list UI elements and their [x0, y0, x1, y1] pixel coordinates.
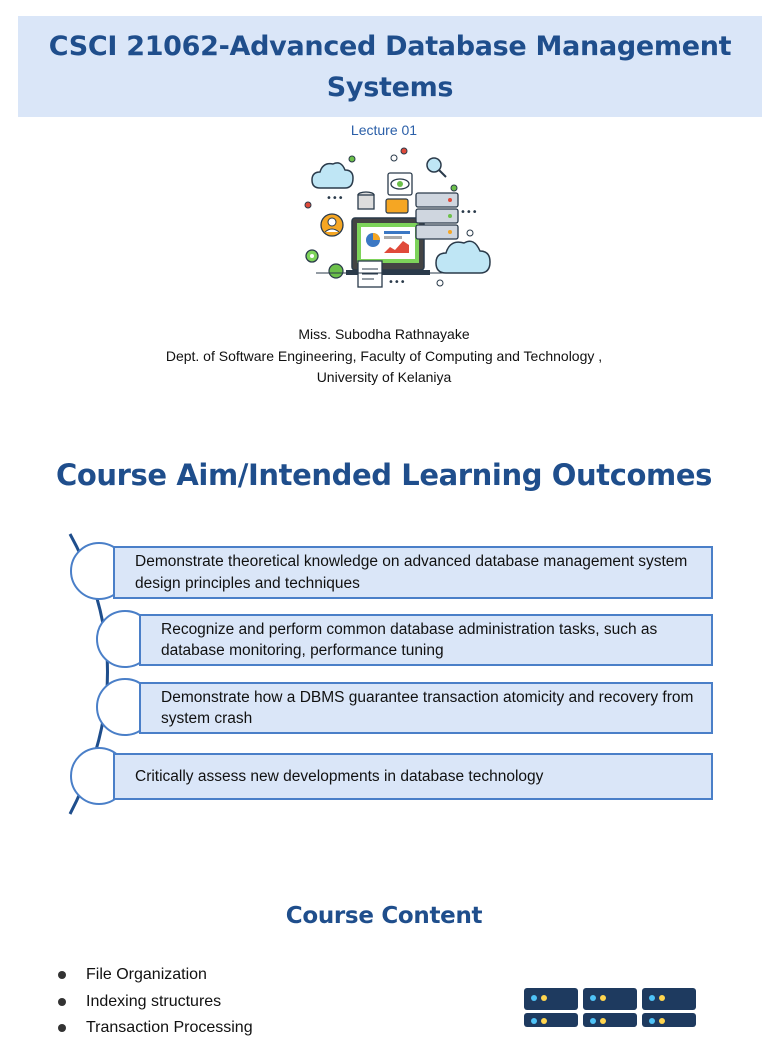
outcome-text: Demonstrate theoretical knowledge on advanced database management system design principles and techniques — [135, 553, 688, 592]
data-analytics-illustration — [296, 143, 510, 295]
outcome-item — [113, 546, 713, 599]
server-rack-icon — [520, 984, 700, 1024]
svg-text:•••: ••• — [388, 277, 406, 288]
outcome-text: Critically assess new developments in database technology — [135, 767, 544, 785]
content-list — [58, 962, 253, 1042]
svg-text:•••: ••• — [460, 207, 478, 218]
outcome-text: Recognize and perform common database administration tasks, such as database monitoring, performance tuning — [161, 620, 658, 659]
svg-text:•••: ••• — [326, 193, 344, 204]
list-item: Indexing structures — [58, 989, 253, 1016]
author-university: University of Kelaniya — [316, 369, 452, 385]
page-title: CSCI 21062-Advanced Database Management Systems — [48, 30, 732, 103]
outcome-item — [113, 753, 713, 800]
outcome-text: Demonstrate how a DBMS guarantee transaction atomicity and recovery from system crash — [161, 688, 694, 727]
author-name: Miss. Subodha Rathnayake — [298, 326, 470, 342]
outcome-item — [139, 614, 713, 666]
content-heading: Course Content — [285, 903, 483, 929]
lecture-label: Lecture 01 — [350, 122, 418, 138]
author-department: Dept. of Software Engineering, Faculty of Computing and Technology , — [165, 347, 603, 364]
aims-heading: Course Aim/Intended Learning Outcomes — [56, 458, 712, 492]
outcome-item — [139, 682, 713, 734]
author-block — [0, 324, 768, 389]
list-item: Transaction Processing — [58, 1015, 253, 1042]
title-banner — [18, 16, 762, 117]
list-item: File Organization — [58, 962, 253, 989]
